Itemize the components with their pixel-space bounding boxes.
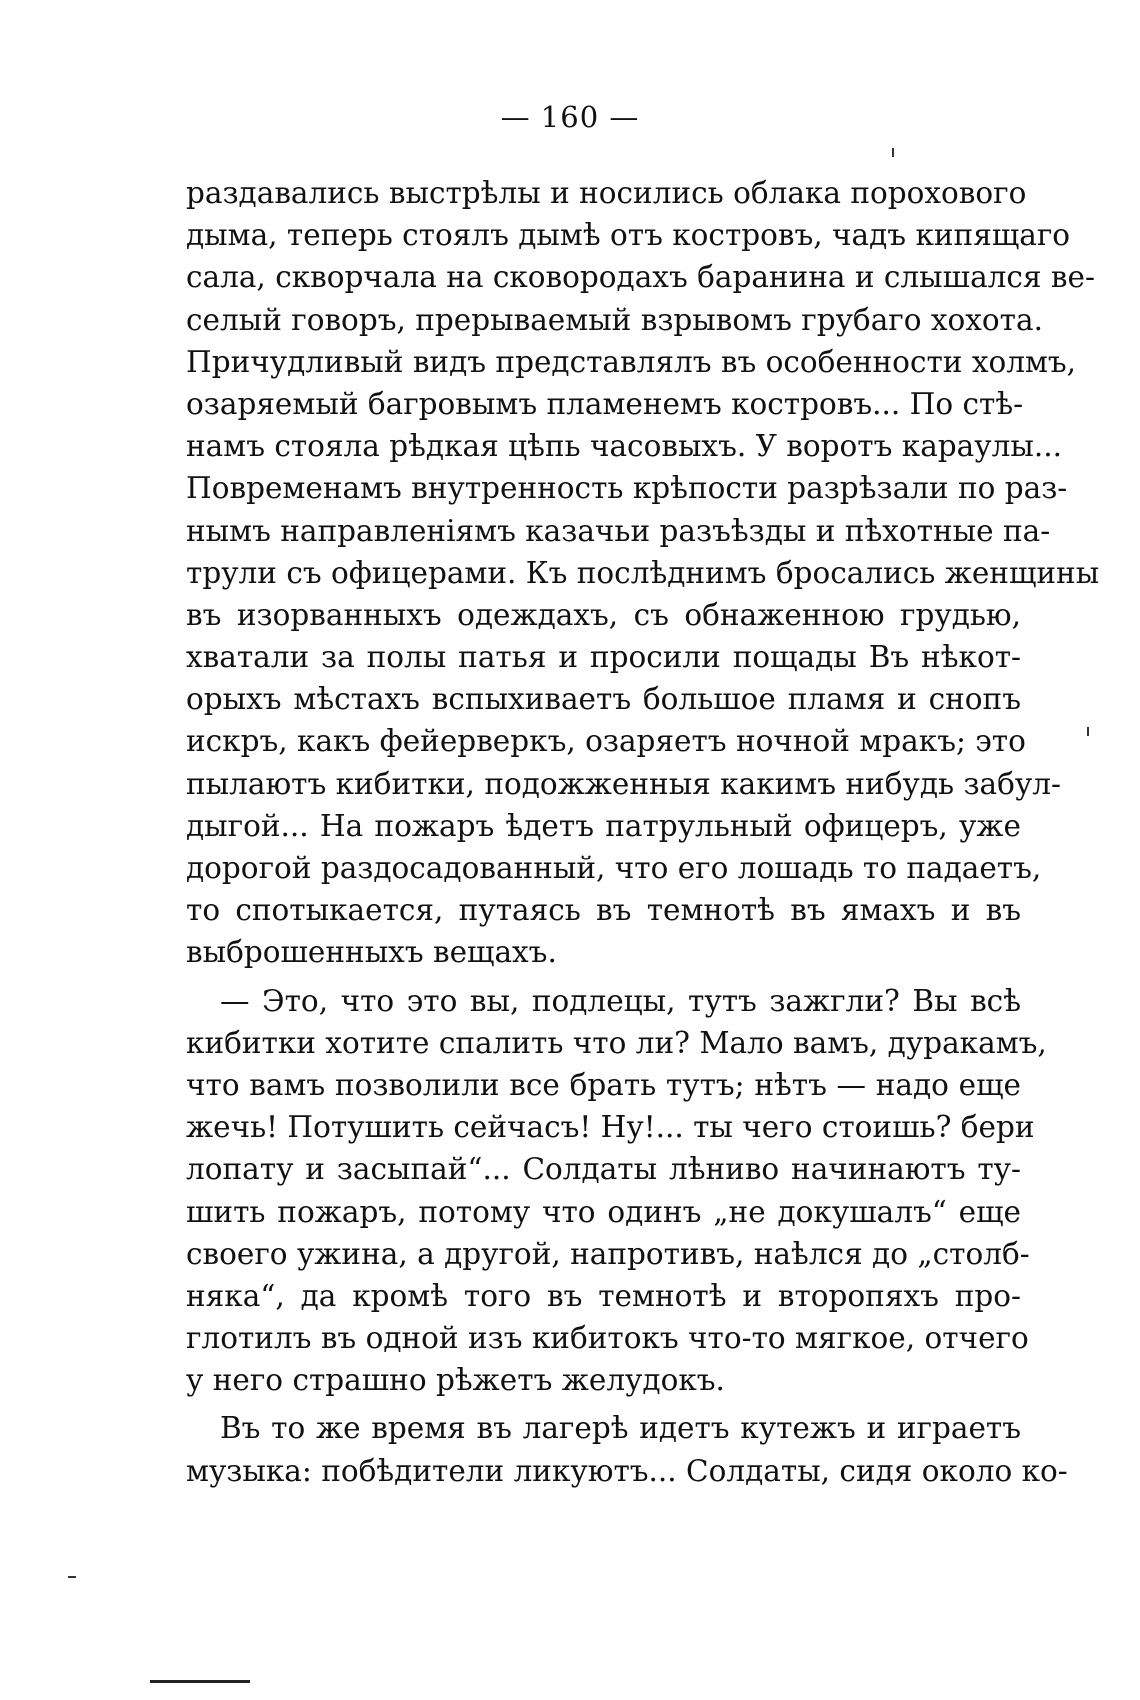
scan-speck <box>892 148 894 157</box>
text-line: въ изорванныхъ одеждахъ, съ обнаженною грудью, <box>186 597 1021 632</box>
text-line: трули съ офицерами. Къ послѣднимъ бросались женщины <box>186 555 1100 590</box>
text-line: нымъ направленіямъ казачьи разъѣзды и пѣхотные па- <box>186 513 1051 548</box>
text-line: озаряемый багровымъ пламенемъ костровъ... По стѣ- <box>186 386 1024 421</box>
text-line: намъ стояла рѣдкая цѣпь часовыхъ. У воротъ караулы... <box>186 429 1062 464</box>
text-line: Въ то же время въ лагерѣ идетъ кутежъ и играетъ <box>220 1411 1021 1446</box>
text-line: искръ, какъ фейерверкъ, озаряетъ ночной мракъ; это <box>186 724 1026 759</box>
text-line: своего ужина, а другой, напротивъ, наѣлся до „столб- <box>186 1236 1030 1271</box>
text-line: раздавались выстрѣлы и носились облака порохового <box>186 176 1027 210</box>
text-line: кибитки хотите спалить что ли? Мало вамъ, дуракамъ, <box>186 1025 1047 1060</box>
text-line: музыка: побѣдители ликуютъ... Солдаты, сидя около ко- <box>186 1453 1068 1488</box>
scan-speck <box>68 1576 76 1578</box>
text-line: сала, скворчала на сковородахъ баранина и слышался ве- <box>186 260 1095 295</box>
body-text <box>186 172 1100 1492</box>
text-line: орыхъ мѣстахъ вспыхиваетъ большое пламя и снопъ <box>186 682 1021 717</box>
text-line: шить пожаръ, потому что одинъ „не докушалъ“ еще <box>186 1194 1021 1229</box>
text-line: выброшенныхъ вещахъ. <box>186 935 557 970</box>
text-line: дыма, теперь стоялъ дымѣ отъ костровъ, чадъ кипящаго <box>186 218 1071 253</box>
text-line: — Это, что это вы, подлецы, тутъ зажгли? Вы всѣ <box>220 983 1021 1018</box>
text-line: Повременамъ внутренность крѣпости разрѣзали по раз- <box>186 471 1068 506</box>
paragraph-1 <box>186 172 1100 974</box>
paragraph-3 <box>186 1407 1068 1491</box>
text-line: дыгой... На пожаръ ѣдетъ патрульный офицеръ, уже <box>186 808 1021 843</box>
footer-rule <box>150 1680 250 1683</box>
text-line: лопату и засыпай“... Солдаты лѣниво начинаютъ ту- <box>186 1152 1021 1187</box>
text-line: жечь! Потушить сейчасъ! Ну!... ты чего стоишь? бери <box>186 1110 1035 1145</box>
scan-speck <box>1087 727 1089 736</box>
text-line: няка“, да кромѣ того въ темнотѣ и второпяхъ про- <box>186 1278 1021 1313</box>
paragraph-2 <box>186 980 1047 1402</box>
text-line: Причудливый видъ представлялъ въ особенности холмъ, <box>186 344 1077 379</box>
text-line: то спотыкается, путаясь въ темнотѣ въ ямахъ и въ <box>186 893 1021 928</box>
text-line: что вамъ позволили все брать тутъ; нѣтъ — надо еще <box>186 1067 1021 1102</box>
page-number: — 160 — <box>500 100 640 134</box>
text-line: у него страшно рѣжетъ желудокъ. <box>186 1363 725 1398</box>
text-line: дорогой раздосадованный, что его лошадь то падаетъ, <box>186 851 1042 885</box>
text-line: селый говоръ, прерываемый взрывомъ грубаго хохота. <box>186 302 1043 337</box>
text-line: хватали за полы патья и просили пощады Въ нѣкот- <box>186 640 1021 675</box>
text-line: глотилъ въ одной изъ кибитокъ что-то мягкое, отчего <box>186 1321 1029 1356</box>
text-line: пылаютъ кибитки, подожженныя какимъ нибудь забул- <box>186 766 1061 801</box>
